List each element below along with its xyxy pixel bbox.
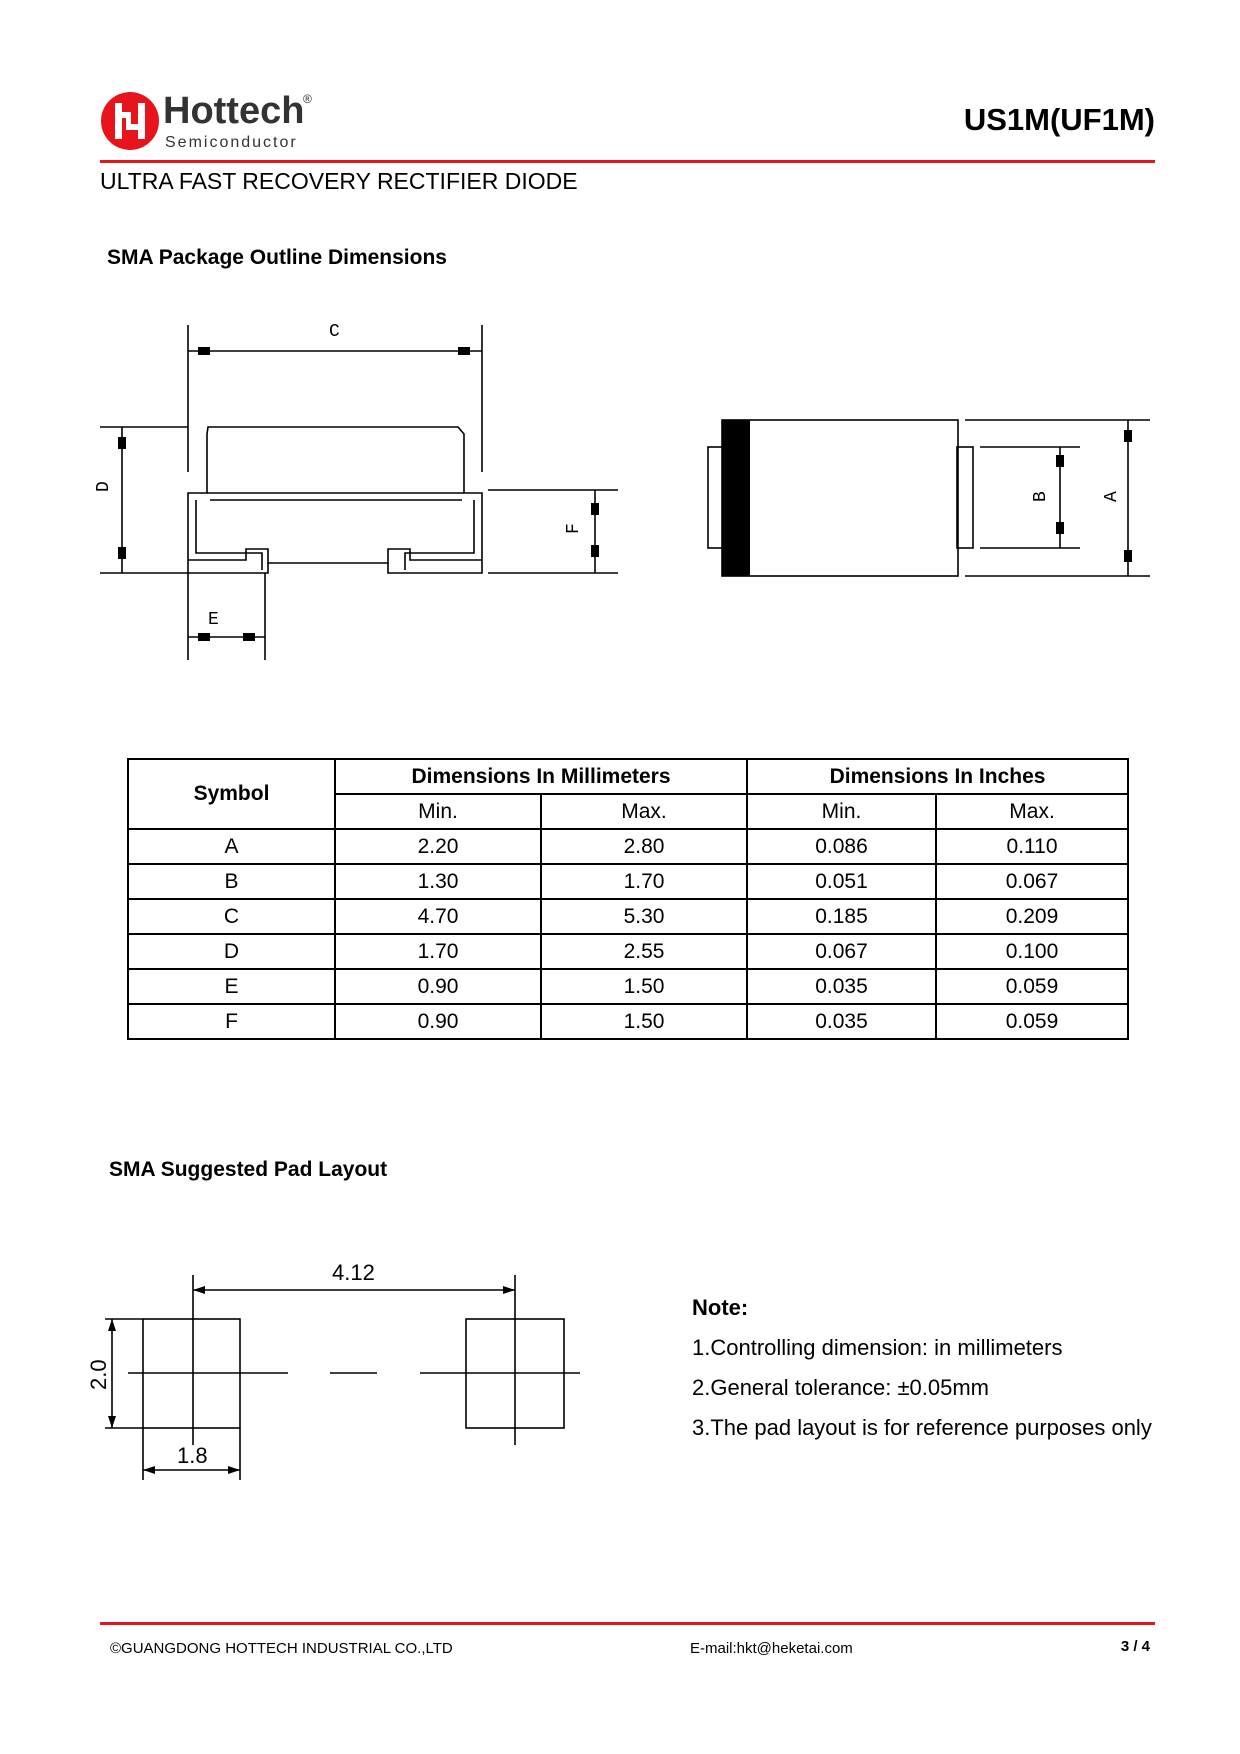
pad-layout-section-title: SMA Suggested Pad Layout: [109, 1158, 388, 1181]
cell-in-max: 0.209: [936, 899, 1128, 934]
cell-symbol: A: [128, 829, 335, 864]
cell-mm-min: 4.70: [335, 899, 541, 934]
cell-in-max: 0.059: [936, 969, 1128, 1004]
mm-header: Dimensions In Millimeters: [335, 759, 747, 794]
cell-symbol: F: [128, 1004, 335, 1039]
dim-height-label: 2.0: [86, 1359, 111, 1390]
cell-symbol: E: [128, 969, 335, 1004]
in-min-header: Min.: [747, 794, 936, 829]
cell-mm-min: 0.90: [335, 1004, 541, 1039]
footer-divider: [100, 1622, 1155, 1625]
pad-layout-drawing: [0, 1250, 620, 1510]
logo-subtitle: Semiconductor: [165, 134, 298, 151]
header-divider: [100, 160, 1155, 163]
cell-mm-max: 2.55: [541, 934, 747, 969]
label-d: D: [94, 481, 114, 492]
hottech-logo: [100, 88, 330, 158]
label-b: B: [1031, 491, 1051, 502]
note-item: 2.General tolerance: ±0.05mm: [692, 1375, 989, 1400]
label-a: A: [1102, 491, 1122, 502]
table-row: [128, 864, 1128, 899]
table-row: [128, 969, 1128, 1004]
in-max-header: Max.: [936, 794, 1128, 829]
cell-mm-max: 1.70: [541, 864, 747, 899]
cell-in-min: 0.035: [747, 1004, 936, 1039]
symbol-header: Symbol: [128, 759, 335, 829]
table-row: [128, 899, 1128, 934]
package-outline-drawing: [0, 300, 1240, 680]
cell-mm-max: 2.80: [541, 829, 747, 864]
footer-company: ©GUANGDONG HOTTECH INDUSTRIAL CO.,LTD: [110, 1640, 453, 1657]
dim-width-label: 1.8: [177, 1443, 208, 1468]
page-number: 3 / 4: [1120, 1638, 1150, 1655]
cell-mm-max: 1.50: [541, 1004, 747, 1039]
document-subtitle: ULTRA FAST RECOVERY RECTIFIER DIODE: [100, 168, 578, 194]
registered-mark: ®: [303, 92, 312, 106]
cell-in-max: 0.067: [936, 864, 1128, 899]
cell-mm-min: 1.30: [335, 864, 541, 899]
logo-wordmark: Hottech: [163, 90, 305, 132]
part-number: US1M(UF1M): [963, 102, 1155, 137]
cell-in-max: 0.059: [936, 1004, 1128, 1039]
top-view-body: [722, 420, 958, 576]
mm-min-header: Min.: [335, 794, 541, 829]
cell-in-min: 0.086: [747, 829, 936, 864]
cell-symbol: D: [128, 934, 335, 969]
cell-mm-max: 1.50: [541, 969, 747, 1004]
side-view-body: [188, 427, 482, 563]
cell-in-min: 0.067: [747, 934, 936, 969]
dim-span-label: 4.12: [332, 1260, 375, 1285]
cell-in-min: 0.051: [747, 864, 936, 899]
cell-in-max: 0.110: [936, 829, 1128, 864]
note-title: Note:: [692, 1295, 749, 1320]
cathode-band: [722, 420, 750, 576]
table-row: [128, 1004, 1128, 1039]
outline-section-title: SMA Package Outline Dimensions: [107, 246, 447, 269]
inches-header: Dimensions In Inches: [747, 759, 1128, 794]
note-item: 1.Controlling dimension: in millimeters: [692, 1335, 1063, 1360]
cell-symbol: C: [128, 899, 335, 934]
label-c: C: [329, 322, 340, 342]
cell-mm-min: 1.70: [335, 934, 541, 969]
table-row: [128, 829, 1128, 864]
note-item: 3.The pad layout is for reference purposes only: [692, 1415, 1152, 1440]
mm-max-header: Max.: [541, 794, 747, 829]
cell-mm-min: 0.90: [335, 969, 541, 1004]
dimensions-table: [127, 758, 1129, 1040]
label-f: F: [564, 523, 584, 534]
cell-symbol: B: [128, 864, 335, 899]
cell-mm-max: 5.30: [541, 899, 747, 934]
cell-in-min: 0.185: [747, 899, 936, 934]
label-e: E: [208, 610, 219, 630]
cell-mm-min: 2.20: [335, 829, 541, 864]
cell-in-min: 0.035: [747, 969, 936, 1004]
table-row: [128, 934, 1128, 969]
notes: [692, 1288, 1152, 1448]
footer-email: E-mail:hkt@heketai.com: [690, 1640, 853, 1657]
cell-in-max: 0.100: [936, 934, 1128, 969]
